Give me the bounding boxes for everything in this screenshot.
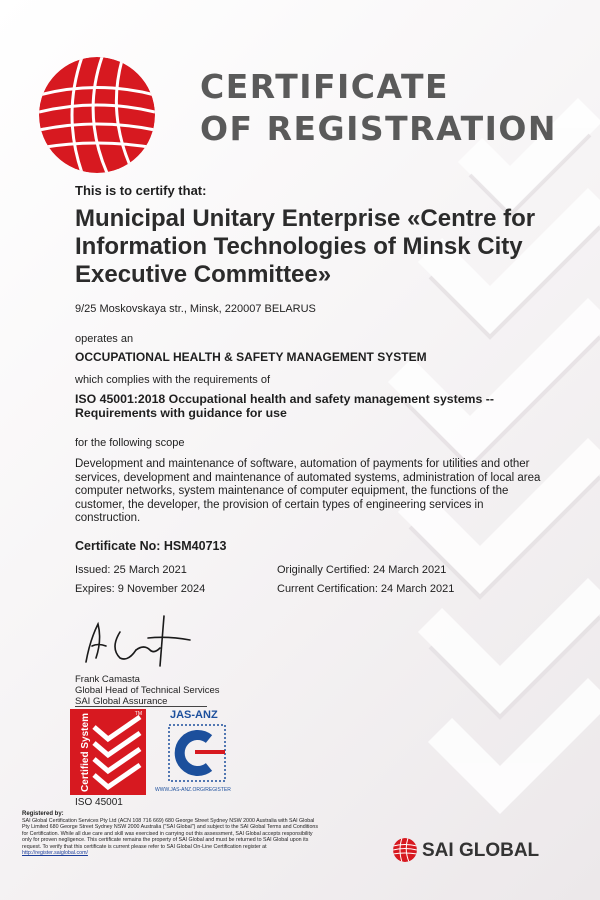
scope-line: customer, the developer, the provision of certain types of engineering services in bbox=[75, 498, 484, 511]
scope-line: computer networks, system maintenance of computer equipment, the functions of the bbox=[75, 485, 509, 497]
current-certification-date: Current Certification: 24 March 2021 bbox=[277, 583, 455, 595]
organization-name-line1: Municipal Unitary Enterprise «Centre for bbox=[75, 205, 536, 232]
certified-system-text: Certified System bbox=[79, 713, 91, 792]
standard-title-line2: Requirements with guidance for use bbox=[75, 406, 287, 420]
sai-global-brand: SAI GLOBAL bbox=[422, 840, 540, 861]
certify-label: This is to certify that: bbox=[75, 183, 207, 198]
footer-legal-line: for Certification. While all due care and skill was exercised in carrying out this assessment, SAI Global accepts responsibility bbox=[22, 830, 313, 837]
management-system-name: OCCUPATIONAL HEALTH & SAFETY MANAGEMENT SYSTEM bbox=[75, 350, 427, 364]
footer-legal-line: request. To verify that this certificate is current please refer to SAI Global On-Line Certification register at bbox=[22, 843, 267, 850]
signature-image bbox=[78, 610, 198, 672]
sai-globe-logo-icon bbox=[22, 40, 172, 190]
complies-label: which complies with the requirements of bbox=[75, 374, 271, 386]
certificate-title-line2: OF REGISTRATION bbox=[200, 109, 558, 148]
signatory-name: Frank Camasta bbox=[75, 674, 140, 685]
certified-checkmarks-icon bbox=[88, 715, 146, 795]
jas-anz-mark bbox=[155, 709, 241, 791]
scope-label: for the following scope bbox=[75, 437, 185, 449]
iso-standard-label: ISO 45001 bbox=[75, 797, 123, 808]
scope-line: construction. bbox=[75, 512, 141, 524]
issued-date: Issued: 25 March 2021 bbox=[75, 564, 187, 576]
operates-label: operates an bbox=[75, 333, 134, 345]
originally-certified-date: Originally Certified: 24 March 2021 bbox=[277, 564, 447, 576]
jas-anz-url: WWW.JAS-ANZ.ORG/REGISTER bbox=[155, 787, 231, 793]
certified-system-mark bbox=[70, 709, 146, 795]
footer-legal-line: Pty Limited 680 George Street Sydney NSW 2000 Australia ("SAI Global") and subject to the SAI Global Terms and Conditions bbox=[22, 824, 319, 831]
signatory-position: Global Head of Technical Services bbox=[75, 685, 220, 696]
jas-anz-label: JAS-ANZ bbox=[170, 709, 218, 721]
footer-legal-line: only for proven negligence. This certificate remains the property of SAI Global and must be returned to SAI Global upon its bbox=[22, 837, 309, 844]
jas-anz-logo-icon bbox=[165, 723, 229, 785]
signatory-company: SAI Global Assurance bbox=[75, 696, 168, 707]
footer-legal-text bbox=[22, 818, 352, 856]
expiry-date: Expires: 9 November 2024 bbox=[75, 583, 206, 595]
scope-text bbox=[75, 458, 545, 526]
footer-legal-line: SAI Global Certification Services Pty Ltd (ACN 108 716 669) 680 George Street Sydney NSW 2000 Australia with SAI Global bbox=[22, 818, 315, 824]
certificate-title-line1: CERTIFICATE bbox=[200, 67, 450, 106]
register-link[interactable]: http://register.saiglobal.com/ bbox=[22, 850, 88, 857]
scope-line: services, development and maintenance of automated systems, administration of local area bbox=[75, 471, 541, 484]
standard-title-line1: ISO 45001:2018 Occupational health and safety management systems -- bbox=[75, 392, 494, 406]
signature-divider bbox=[75, 706, 207, 707]
organization-name-line3: Executive Committee» bbox=[75, 261, 332, 288]
certificate-number: Certificate No: HSM40713 bbox=[75, 539, 227, 553]
sai-global-small-globe-icon bbox=[391, 836, 419, 864]
registered-by-label: Registered by: bbox=[22, 811, 64, 817]
organization-name bbox=[75, 205, 555, 289]
organization-address: 9/25 Moskovskaya str., Minsk, 220007 BELARUS bbox=[75, 303, 316, 315]
scope-line: Development and maintenance of software, automation of payments for utilities and other bbox=[75, 458, 530, 470]
standard-title bbox=[75, 392, 494, 420]
organization-name-line2: Information Technologies of Minsk City bbox=[75, 233, 523, 260]
trademark-label: TM bbox=[134, 711, 142, 717]
signatory-block bbox=[75, 674, 220, 707]
